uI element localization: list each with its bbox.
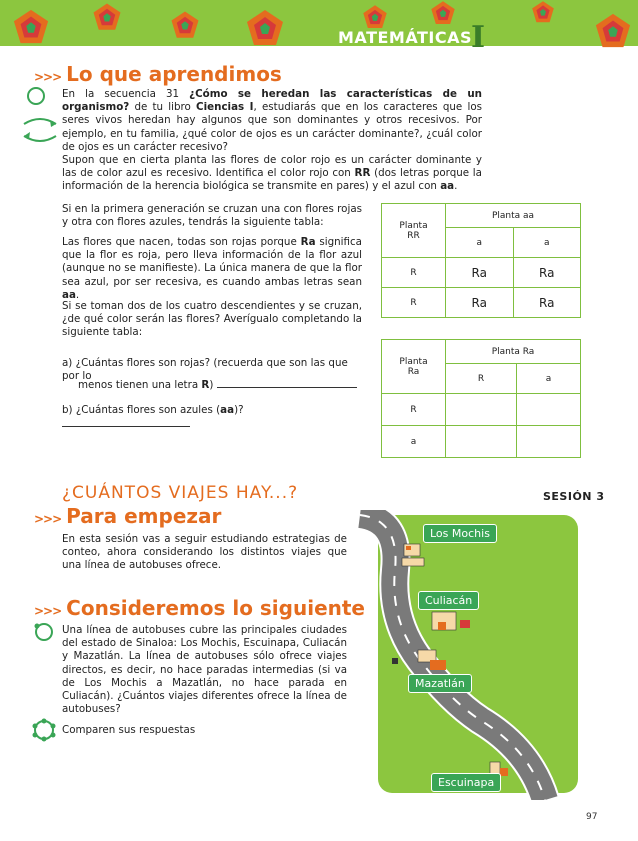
table1-cell: Ra [513, 258, 581, 288]
road-illustration [340, 510, 580, 800]
table2-top-header: Planta Ra [446, 340, 581, 364]
chevrons-icon: >>> [34, 604, 62, 618]
table2-corner: Planta Ra [382, 340, 446, 394]
table2-col-header: R [446, 364, 517, 394]
table2-cell-input[interactable] [517, 394, 581, 426]
hexagon-decoration-icon [362, 4, 388, 30]
paragraph-intro: En la secuencia 31 ¿Cómo se heredan las características de un organismo? de tu libro Ciencias I, estudiarás que en los caracteres que los seres vivos heredan hay algunos que son dominantes y otros recesivos. Por ejemplo, en tu familia, ¿qué color de ojos es un carácter dominante?, ¿cuál color de ojos es un carácter recesivo? [62, 88, 482, 153]
paragraph-red-flowers: Las flores que nacen, todas son rojas porque Ra significa que la flor es roja, pero lleva información de la flor azul (aunque no se manifieste). La única manera de que la flor sea azul, por ser recesiva, es cuando ambas letras sean aa. [62, 236, 362, 301]
building-icon [402, 544, 424, 566]
table1-corner: Planta RR [382, 204, 446, 258]
table2-row-header: a [382, 426, 446, 458]
table2-cell-input[interactable] [446, 394, 517, 426]
table2-cell-input[interactable] [517, 426, 581, 458]
hexagon-decoration-icon [530, 0, 556, 24]
city-label-mazatlan: Mazatlán [408, 674, 472, 693]
paragraph-cross-descendants: Si se toman dos de los cuatro descendientes y se cruzan, ¿de qué color serán las flores? Averígualo completando la siguiente tabla: [62, 300, 362, 339]
section-title: Consideremos lo siguiente [66, 596, 365, 620]
paragraph-consideremos: Una línea de autobuses cubre las principales ciudades del estado de Sinaloa: Los Mochis, Escuinapa, Culiacán y Mazatlán. La línea de autobuses sólo ofrece viajes directos, es decir, no hace paradas intermedias (si va de Los Mochis a Mazatlán, no hace parada en Culiacán). ¿Cuántos viajes diferentes ofrece la línea de autobuses? [62, 624, 347, 716]
paragraph-para-empezar: En esta sesión vas a seguir estudiando estrategias de conteo, ahora considerando los distintos viajes que una línea de autobuses ofrece. [62, 533, 347, 572]
chevrons-icon: >>> [34, 70, 62, 84]
table1-cell: Ra [446, 258, 514, 288]
section-heading-consideremos [34, 596, 365, 620]
table1-col-header: a [446, 228, 514, 258]
lesson-subtitle: ¿CUÁNTOS VIAJES HAY...? [62, 483, 299, 503]
hexagon-decoration-icon [245, 8, 285, 48]
city-label-escuinapa: Escuinapa [431, 773, 501, 792]
cycle-arrows-icon [20, 80, 60, 150]
hexagon-decoration-icon [594, 12, 632, 50]
hexagon-decoration-icon [430, 0, 456, 26]
page-number: 97 [586, 812, 598, 822]
group-work-icon [30, 716, 58, 744]
city-label-los-mochis: Los Mochis [423, 524, 497, 543]
hexagon-decoration-icon [92, 2, 122, 32]
paragraph-compare: Comparen sus respuestas [62, 724, 196, 736]
table2-row-header: R [382, 394, 446, 426]
table2-col-header: a [517, 364, 581, 394]
table1-cell: Ra [446, 288, 514, 318]
hexagon-decoration-icon [12, 8, 50, 46]
section-heading-lo-que-aprendimos [34, 62, 282, 86]
section-title: Para empezar [66, 504, 222, 528]
question-b: b) ¿Cuántas flores son azules (aa)? [62, 404, 362, 431]
table1-top-header: Planta aa [446, 204, 581, 228]
chevrons-icon: >>> [34, 512, 62, 526]
session-label: SESIÓN 3 [543, 490, 605, 503]
punnett-table-1 [381, 203, 581, 318]
table1-cell: Ra [513, 288, 581, 318]
building-icon [432, 612, 470, 630]
table2-cell-input[interactable] [446, 426, 517, 458]
table1-col-header: a [513, 228, 581, 258]
answer-line-a[interactable] [217, 378, 357, 388]
individual-work-icon [32, 620, 56, 644]
paragraph-first-generation: Si en la primera generación se cruzan una con flores rojas y otra con flores azules, tendrás la siguiente tabla: [62, 203, 362, 229]
hexagon-decoration-icon [170, 10, 200, 40]
paragraph-plant: Supon que en cierta planta las flores de color rojo es un carácter dominante y las de color azul es recesivo. Identifica el color rojo con RR (dos letras porque la información de la herencia biológica se transmite en pares) y el azul con aa. [62, 154, 482, 193]
volume-numeral: I [471, 20, 486, 55]
subject-title: MATEMÁTICAS [338, 28, 472, 47]
punnett-table-2 [381, 339, 581, 458]
table1-row-header: R [382, 258, 446, 288]
answer-line-b[interactable] [62, 417, 190, 427]
question-a: a) ¿Cuántas flores son rojas? (recuerda que son las que por lo [62, 357, 348, 383]
question-a-continued: menos tienen una letra R) [78, 378, 368, 392]
table1-row-header: R [382, 288, 446, 318]
section-title: Lo que aprendimos [66, 62, 282, 86]
city-label-culiacan: Culiacán [418, 591, 479, 610]
section-heading-para-empezar [34, 504, 221, 528]
